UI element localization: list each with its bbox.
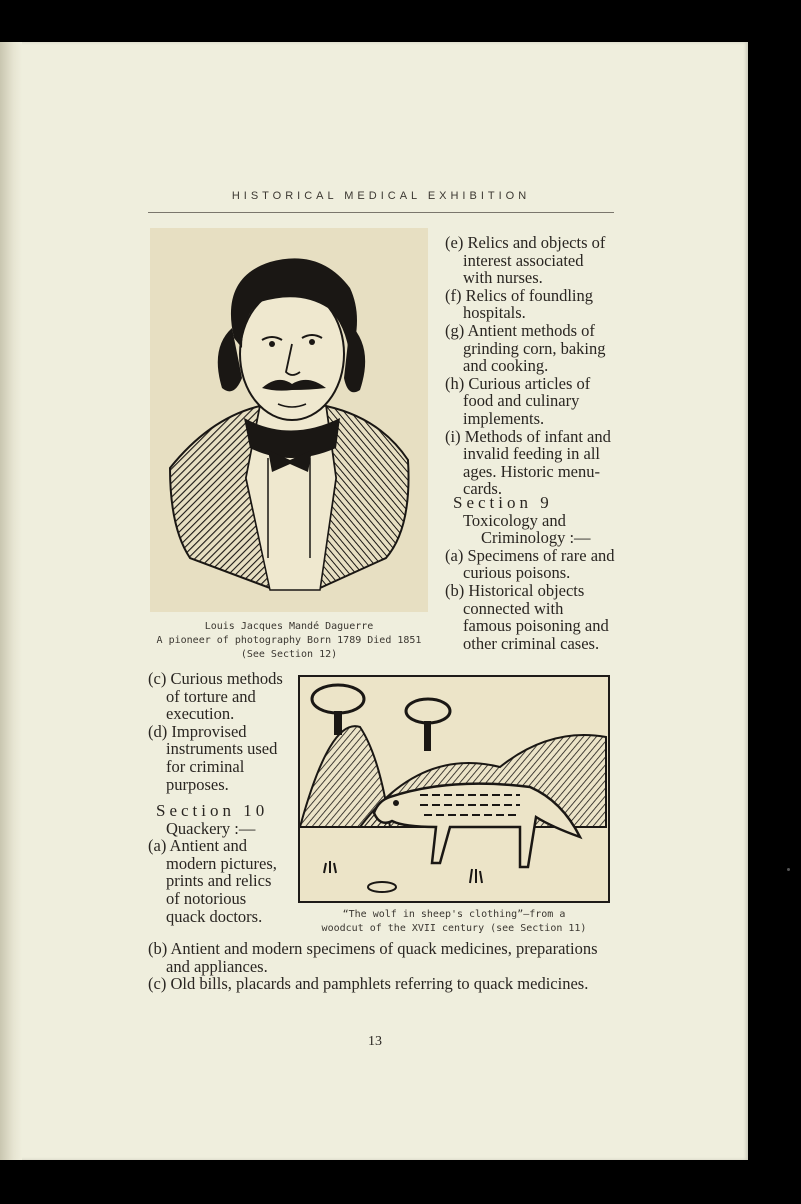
portrait-caption xyxy=(150,620,428,662)
section-9-item-b: (b) Historical objects connected with famous poisoning and other criminal cases. xyxy=(445,580,609,653)
woodcut-caption-line1: “The wolf in sheep's clothing”—from a xyxy=(342,909,566,920)
wolf-woodcut xyxy=(298,675,610,903)
list-item-e: (e) Relics and objects of interest associated with nurses. xyxy=(445,233,606,288)
section-9-item-a: (a) Specimens of rare and curious poisons. xyxy=(445,545,615,583)
daguerre-portrait xyxy=(150,228,428,612)
list-item-g: (g) Antient methods of grinding corn, baking and cooking. xyxy=(445,320,606,376)
header-rule xyxy=(148,212,614,213)
book-spine xyxy=(0,42,22,1160)
section-9-title: Toxicology and Criminology :— xyxy=(463,510,591,548)
portrait-caption-line1: Louis Jacques Mandé Daguerre xyxy=(204,621,374,632)
dust-speck xyxy=(787,868,790,871)
section-9 xyxy=(445,494,615,652)
list-item-d: (d) Improvised instruments used for criminal purposes. xyxy=(148,721,278,794)
section-10-item-c: (c) Old bills, placards and pamphlets referring to quack medicines. xyxy=(148,974,589,994)
running-header: HISTORICAL MEDICAL EXHIBITION xyxy=(231,190,531,202)
section-10 xyxy=(148,802,288,925)
page-number: 13 xyxy=(368,1034,382,1049)
left-column-list xyxy=(148,670,284,793)
woodcut-caption-line2: woodcut of the XVII century (see Section 11) xyxy=(321,923,587,934)
list-item-c: (c) Curious methods of torture and execution. xyxy=(148,669,283,724)
portrait-caption-line2: A pioneer of photography Born 1789 Died 1851 xyxy=(156,635,422,646)
list-item-f: (f) Relics of foundling hospitals. xyxy=(445,285,594,323)
portrait-caption-line3: (See Section 12) xyxy=(240,649,338,660)
section-10-title: Quackery :— xyxy=(166,818,256,838)
section-10-heading: Section 10 xyxy=(156,801,269,820)
list-item-h: (h) Curious articles of food and culinary implements. xyxy=(445,373,591,428)
list-item-i: (i) Methods of infant and invalid feeding in all ages. Historic menu-cards. xyxy=(445,426,611,499)
woodcut-caption xyxy=(292,908,616,936)
section-9-heading: Section 9 xyxy=(453,493,553,512)
right-column-list xyxy=(445,234,615,498)
section-10-item-a: (a) Antient and modern pictures, prints and relics of notorious quack doctors. xyxy=(148,836,277,926)
section-10-continued xyxy=(148,940,618,993)
section-10-item-b: (b) Antient and modern specimens of quack medicines, preparations and appliances. xyxy=(148,939,598,976)
